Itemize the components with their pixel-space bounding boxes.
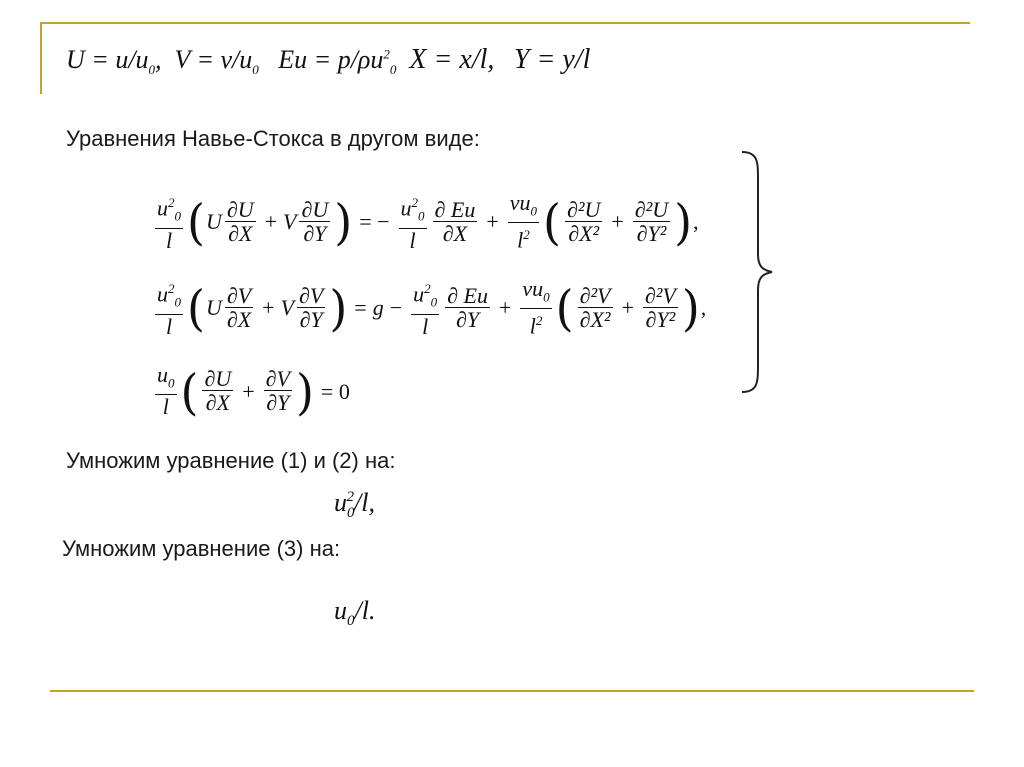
eq2-rhs-coef-sub: 0 — [430, 294, 438, 310]
eq2-rhs-num: ∂ Eu — [447, 282, 488, 308]
formula-U-sub: 0 — [148, 62, 156, 78]
eq1-d2UdX2 — [565, 196, 602, 246]
eq2-t2-num: ∂V — [299, 282, 324, 308]
eq1-coef — [155, 192, 183, 253]
eq2-t1-num: ∂V — [226, 282, 252, 308]
intro-text: Уравнения Навье-Стокса в другом виде: — [66, 126, 480, 151]
factor-3-u: u — [334, 596, 347, 625]
eq2-coef-den: l — [165, 313, 173, 339]
factor-12-sub: 0 — [347, 505, 355, 522]
factor-3-sub: 0 — [347, 613, 355, 630]
eq2-equals: = — [354, 295, 367, 321]
system-brace — [738, 150, 778, 394]
eq2-V: V — [280, 295, 295, 321]
eq1-t1-num: ∂U — [226, 196, 254, 222]
eq2-rhs-coef-sup: 2 — [424, 281, 431, 296]
eq1-lparen-2: ( — [543, 194, 561, 251]
eq3-t1-den: ∂X — [205, 390, 230, 416]
formula-Eu-sub: 0 — [389, 62, 397, 78]
eq3-t1-num: ∂U — [204, 366, 232, 392]
formula-Eu: Eu = p/ρu — [278, 45, 384, 74]
top-rule — [40, 22, 970, 24]
eq2-visc — [520, 278, 551, 339]
eq1-visc — [508, 192, 539, 253]
eq2-minus: − — [389, 295, 403, 321]
eq1-V: V — [283, 209, 297, 235]
multiply-12-text: Умножим уравнение (1) и (2) на: — [66, 448, 396, 473]
eq2-rhs-den: ∂Y — [455, 306, 480, 332]
eq3-plus: + — [242, 378, 255, 404]
eq1-lap1-den: ∂X² — [568, 220, 600, 246]
eq3-coef-den: l — [162, 394, 169, 420]
equation-3 — [152, 364, 350, 419]
eq3-dVdY — [264, 368, 292, 415]
eq1-tail: , — [693, 209, 699, 235]
header-formula: $U = u/u_0$, $V = v/u_0$ $Eu = p/\rho u^2_0$ X = x/l, Y = y/l — [66, 44, 591, 78]
eq1-lparen: ( — [187, 194, 205, 251]
eq2-plus-1: + — [262, 295, 275, 321]
eq2-visc-num: νu — [522, 276, 544, 301]
eq2-tail: , — [700, 295, 707, 321]
eq1-rhs-coef-num: u — [400, 195, 412, 221]
eq2-d2VdY2 — [643, 282, 678, 332]
eq2-rhs-coef-den: l — [422, 313, 429, 339]
eq3-rhs: = 0 — [320, 378, 350, 404]
eq2-coef — [155, 278, 183, 339]
factor-12-u: u — [334, 488, 347, 517]
eq1-visc-sub: 0 — [530, 203, 538, 219]
eq1-rhs-coef-sup: 2 — [411, 195, 419, 210]
eq2-U: U — [205, 295, 222, 321]
eq1-coef-num: u — [157, 195, 168, 221]
eq3-dUdX — [202, 368, 233, 415]
eq2-rparen: ) — [329, 280, 348, 337]
eq1-d2UdY2 — [633, 196, 670, 246]
eq2-visc-sub: 0 — [543, 289, 550, 305]
eq1-visc-num: νu — [509, 190, 531, 215]
eq1-rhs-coef — [399, 192, 427, 253]
eq1-visc-den: l — [517, 227, 524, 253]
eq1-visc-den-sup: 2 — [523, 227, 530, 243]
eq1-U: U — [205, 209, 222, 235]
eq3-t2-num: ∂V — [265, 366, 290, 392]
eq2-lap1-den: ∂X² — [579, 306, 611, 332]
eq2-d2VdX2 — [578, 282, 613, 332]
eq1-plus-3: + — [611, 209, 624, 235]
eq1-t2-den: ∂Y — [303, 220, 327, 246]
equation-1 — [152, 192, 699, 253]
eq2-lap1-num: ∂²V — [579, 282, 611, 308]
eq1-coef-sup: 2 — [168, 195, 175, 210]
formula-X: X = x/l, — [409, 44, 495, 75]
eq2-lap2-num: ∂²V — [644, 282, 676, 308]
factor-3-tail: /l. — [354, 596, 376, 625]
bottom-rule — [50, 690, 974, 692]
eq2-rhs-coef-num: u — [413, 281, 425, 307]
formula-Eu-sup: 2 — [383, 46, 390, 62]
eq2-coef-sub: 0 — [174, 294, 181, 310]
eq1-dUdY — [299, 196, 330, 246]
eq3-lparen: ( — [180, 363, 199, 421]
eq2-visc-den-sup: 2 — [535, 313, 543, 329]
factor-12-tail: /l, — [354, 488, 375, 517]
eq1-coef-sub: 0 — [174, 208, 181, 224]
eq1-t2-num: ∂U — [301, 196, 329, 222]
eq2-t1-den: ∂X — [226, 306, 252, 332]
eq2-lap2-den: ∂Y² — [645, 306, 676, 332]
eq2-dVdX — [225, 282, 253, 332]
eq3-coef-sub: 0 — [168, 375, 175, 391]
eq2-coef-num: u — [157, 281, 168, 307]
eq2-plus-3: + — [621, 295, 634, 321]
eq1-rhs-coef-den: l — [409, 227, 416, 253]
eq1-rhs-coef-sub: 0 — [418, 208, 425, 224]
eq3-rparen: ) — [295, 363, 314, 421]
formula-V-sub: 0 — [252, 62, 259, 78]
eq2-coef-sup: 2 — [168, 281, 175, 296]
eq1-rhs-den: ∂X — [442, 220, 468, 246]
eq2-visc-den: l — [529, 313, 536, 339]
eq3-coef-num: u — [157, 362, 168, 387]
multiply-12-factor — [334, 488, 375, 522]
eq2-t2-den: ∂Y — [299, 306, 323, 332]
eq2-g: g — [372, 295, 384, 321]
eq1-equals: = − — [359, 209, 390, 235]
eq1-t1-den: ∂X — [228, 220, 253, 246]
eq1-dEudX — [433, 196, 478, 246]
eq1-coef-den: l — [165, 227, 173, 253]
eq2-rhs-coef — [411, 278, 439, 339]
formula-Y: Y = y/l — [513, 44, 591, 75]
eq2-rparen-2: ) — [681, 280, 700, 337]
multiply-3-text: Умножим уравнение (3) на: — [62, 536, 341, 561]
eq1-rparen: ) — [334, 194, 353, 251]
eq2-dEudY — [445, 282, 490, 332]
eq1-rhs-num: ∂ Eu — [434, 196, 476, 222]
eq1-rparen-2: ) — [674, 194, 693, 251]
factor-12-sup: 2 — [346, 489, 354, 506]
eq3-coef — [155, 364, 177, 419]
equation-2 — [152, 278, 706, 339]
eq1-plus-2: + — [486, 209, 499, 235]
multiply-3-factor — [334, 596, 375, 630]
eq1-dUdX — [225, 196, 256, 246]
formula-U: U = u/u — [66, 45, 149, 74]
eq1-lap1-num: ∂²U — [566, 196, 601, 222]
formula-V: V = v/u — [174, 45, 253, 74]
eq2-dVdY — [297, 282, 325, 332]
eq3-t2-den: ∂Y — [266, 390, 290, 416]
eq2-plus-2: + — [498, 295, 512, 321]
eq2-lparen-2: ( — [555, 280, 574, 337]
eq2-lparen: ( — [187, 280, 205, 337]
eq1-lap2-num: ∂²U — [634, 196, 669, 222]
eq1-plus-1: + — [264, 209, 278, 235]
left-vertical-rule — [40, 22, 42, 94]
eq1-lap2-den: ∂Y² — [636, 220, 667, 246]
